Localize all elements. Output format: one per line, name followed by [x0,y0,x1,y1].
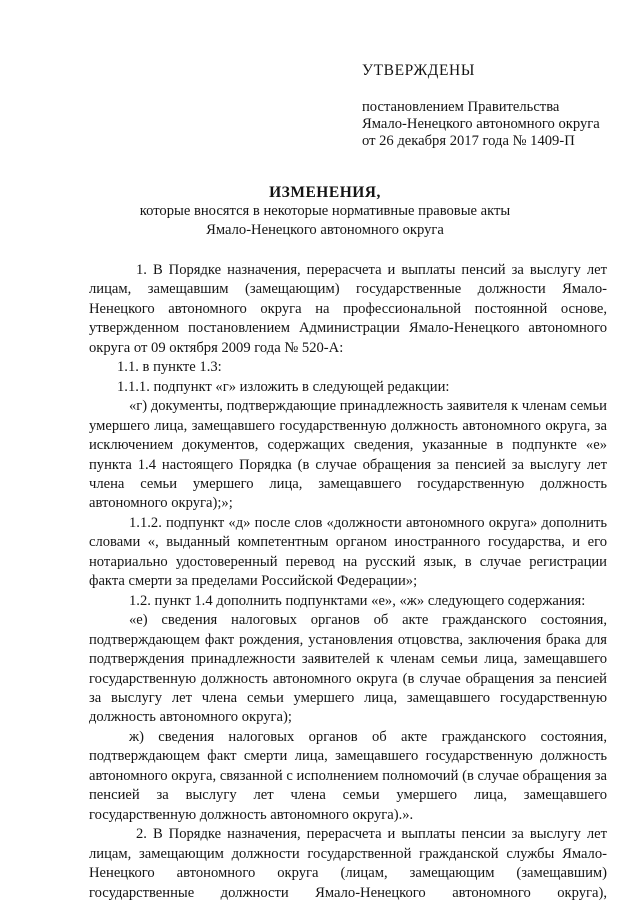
approval-line: Ямало-Ненецкого автономного округа [362,116,600,132]
approval-stamp [362,62,622,150]
approval-line: от 26 декабря 2017 года № 1409-П [362,133,575,149]
approval-heading: УТВЕРЖДЕНЫ [362,62,475,79]
paragraph-item-1-1-1: 1.1.1. подпункт «г» изложить в следующей редакции: [117,378,450,395]
document-body [89,261,607,903]
document-subtitle: которые вносятся в некоторые нормативные правовые акты [139,203,511,219]
document-title-block [90,183,560,240]
paragraph-item-2: 2. В Порядке назначения, перерасчета и выплаты пенсии за выслугу лет лицам, замещающим должности государственной гражданской службы Ямало-Ненецкого автономного округа (лицам, замещающим (замещавшим) государственные должности Ямало-Ненецкого автономного округа), [89,826,607,901]
paragraph-subitem-g: «г) документы, подтверждающие принадлежность заявителя к членам семьи умершего лица, замещавшего государственную должность автономного округа, за исключением документов, содержащих сведения, указанные в подпункте «е» пункта 1.4 настоящего Порядка (в случае обращения за пенсией за выслугу лет члена семьи умершего лица, замещавшего государственную должность автономного округа);»; [89,398,607,512]
paragraph-item-1-1-2: 1.1.2. подпункт «д» после слов «должности автономного округа» дополнить словами «, выданный компетентным органом иностранного государства, и его нотариально удостоверенный перевод на русский язык, в случае регистрации факта смерти за пределами Российской Федерации»; [89,514,607,590]
paragraph-item-1-2: 1.2. пункт 1.4 дополнить подпунктами «е», «ж» следующего содержания: [129,592,586,609]
document-title: ИЗМЕНЕНИЯ, [269,184,381,201]
paragraph-item-1-1: 1.1. в пункте 1.3: [117,359,222,376]
paragraph-subitem-zh: ж) сведения налоговых органов об акте гражданского состояния, подтверждающем факт смерти лица, замещавшего государственную должность автономного округа, связанной с исполнением полномочий (в случае обращения за пенсией за выслугу лет члена семьи умершего лица, замещавшего государственную должность автономного округа).». [89,728,607,823]
approval-line: постановлением Правительства [362,99,560,115]
document-subtitle: Ямало-Ненецкого автономного округа [206,222,444,238]
paragraph-item-1: 1. В Порядке назначения, перерасчета и выплаты пенсий за выслугу лет лицам, замещавшим (замещающим) государственные должности Ямало-Ненецкого автономного округа на профессиональной постоянной основе, утвержденном постановлением Администрации Ямало-Ненецкого автономного округа от 09 октября 2009 года № 520-А: [89,262,607,356]
paragraph-subitem-e: «е) сведения налоговых органов об акте гражданского состояния, подтверждающем факт рождения, установления отцовства, заключения брака для подтверждения принадлежности заявителей к членам семьи лица, замещавшего государственную должность автономного округа (в случае обращения за пенсией за выслугу лет члена семьи умершего лица, замещавшего государственную должность автономного округа); [89,612,607,726]
